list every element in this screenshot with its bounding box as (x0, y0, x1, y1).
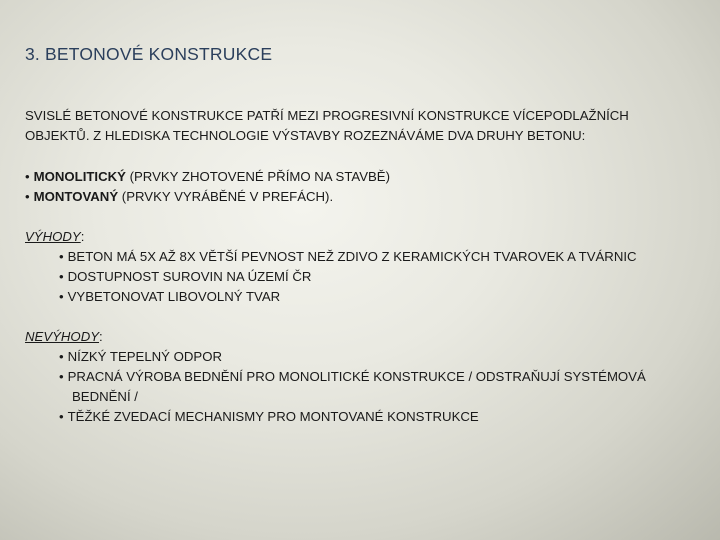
disadvantage-item (25, 347, 720, 367)
bullet-icon: • (25, 169, 30, 184)
disadvantage-text: TĚŽKÉ ZVEDACÍ MECHANISMY PRO MONTOVANÉ KONSTRUKCE (67, 409, 479, 424)
advantages-heading (25, 227, 720, 247)
disadvantage-item (25, 367, 720, 387)
spacer (25, 146, 720, 167)
type-desc: (PRVKY VYRÁBĚNÉ V PREFÁCH). (118, 189, 334, 204)
disadvantages-heading-text: NEVÝHODY (25, 329, 100, 344)
type-item-prefab (25, 187, 720, 207)
advantages-heading-text: VÝHODY (25, 229, 81, 244)
bullet-icon: • (59, 249, 64, 264)
intro-line-1: SVISLÉ BETONOVÉ KONSTRUKCE PATŘÍ MEZI PROGRESIVNÍ KONSTRUKCE VÍCEPODLAŽNÍCH (25, 108, 629, 123)
advantage-text: VYBETONOVAT LIBOVOLNÝ TVAR (67, 289, 281, 304)
type-item-monolithic (25, 167, 720, 187)
advantage-text: BETON MÁ 5X AŽ 8X VĚTŠÍ PEVNOST NEŽ ZDIVO Z KERAMICKÝCH TVAROVEK A TVÁRNIC (67, 249, 637, 264)
disadvantage-text: PRACNÁ VÝROBA BEDNĚNÍ PRO MONOLITICKÉ KONSTRUKCE / ODSTRAŇUJÍ SYSTÉMOVÁ (67, 369, 646, 384)
type-label: MONTOVANÝ (33, 189, 119, 204)
bullet-icon: • (59, 269, 64, 284)
advantage-item (25, 247, 720, 267)
spacer (25, 307, 720, 327)
disadvantage-item (25, 407, 720, 427)
type-label: MONOLITICKÝ (33, 169, 126, 184)
advantage-text: DOSTUPNOST SUROVIN NA ÚZEMÍ ČR (67, 269, 312, 284)
bullet-icon: • (59, 369, 64, 384)
advantages-heading-colon: : (80, 229, 85, 244)
disadvantage-text: NÍZKÝ TEPELNÝ ODPOR (67, 349, 223, 364)
bullet-icon: • (59, 289, 64, 304)
disadvantages-heading (25, 327, 720, 347)
bullet-icon: • (59, 409, 64, 424)
slide-title: 3. BETONOVÉ KONSTRUKCE (25, 44, 273, 64)
advantage-item (25, 267, 720, 287)
disadvantage-item-continuation: BEDNĚNÍ / (72, 389, 138, 404)
disadvantages-heading-colon: : (99, 329, 103, 344)
intro-line-2: OBJEKTŮ. Z HLEDISKA TECHNOLOGIE VÝSTAVBY ROZEZNÁVÁME DVA DRUHY BETONU: (25, 128, 586, 143)
advantage-item (25, 287, 720, 307)
type-desc: (PRVKY ZHOTOVENÉ PŘÍMO NA STAVBĚ) (125, 169, 390, 184)
bullet-icon: • (25, 189, 30, 204)
slide-body (25, 106, 720, 427)
spacer (25, 207, 720, 227)
bullet-icon: • (59, 349, 64, 364)
